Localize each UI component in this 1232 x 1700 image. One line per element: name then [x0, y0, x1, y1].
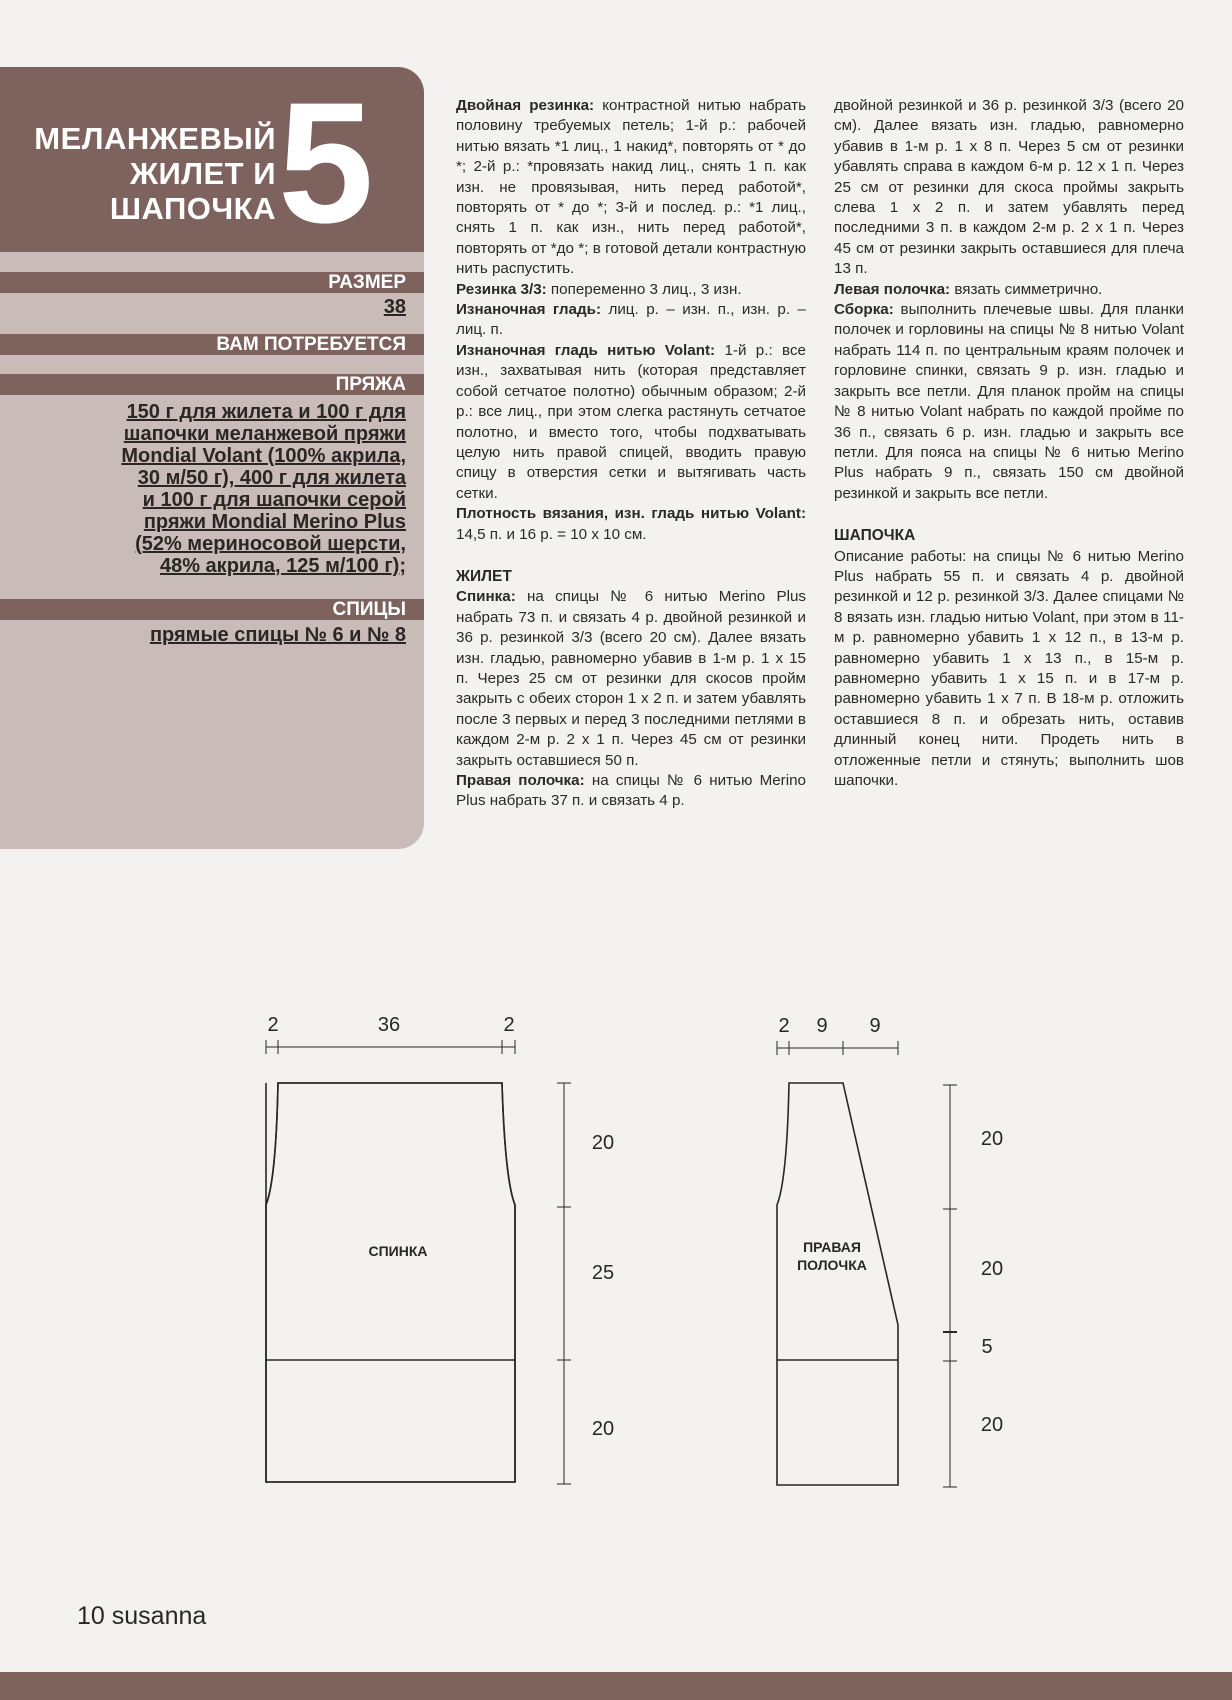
yarn-header: ПРЯЖА: [0, 374, 424, 395]
title-line: ЖИЛЕТ И: [129, 156, 276, 191]
back-piece-label: СПИНКА: [368, 1243, 428, 1259]
yarn-line: 150 г для жилета и 100 г для: [126, 401, 406, 423]
paragraph: [456, 300, 806, 341]
paragraph: Описание работы: на спицы № 6 нитью Merino Plus набрать 55 п. и связать 4 р. двойной резинкой и 12 р. резинкой 3/3. Далее спицами № 8 вязать изн. гладью нитью Volant, при этом в 11-м р. равномерно убавить 1 х 12 п., в 13-м р. равномерно убавить 1 х 13 п., в 15-м р. равномерно убавить 1 х 15 п. и в 17-м р. равномерно убавить 1 х 7 п. В 18-м р. отложить оставшиеся 8 п. и обрезать нить, оставив длинный конец нити. Продеть нить в отложенные петли и стянуть; выполнить шов шапочки.: [834, 547, 1184, 789]
sidebar-panel: [0, 67, 424, 849]
yarn-line: (52% мериносовой шерсти,: [135, 533, 406, 555]
back-piece-outline: [266, 1083, 515, 1482]
yarn-line: и 100 г для шапочки серой: [142, 489, 406, 511]
yarn-line: 48% акрила, 125 м/100 г);: [159, 555, 406, 577]
text: выполнить плечевые швы. Для планки полочек и горловины на спицы № 8 нитью Volant набрать 114 п. по центральным краям полочек и горловине спинки, связать 9 р. изн. гладью и закрыть все петли. Для планок пройм на спицы № 8 нитью Volant набрать по каждой пройме по 36 п., связать 6 р. изн. гладью и закрыть все петли. Для пояса на спицы № 6 нитью Merino Plus набрать 9 п., связать 150 см двойной резинкой и закрыть все петли.: [834, 301, 1184, 502]
instructions-column-2: [834, 96, 1184, 791]
front-top-dim: 9: [816, 1015, 828, 1037]
text: 14,5 п. и 16 р. = 10 х 10 см.: [456, 525, 647, 543]
front-piece-label-line2: ПОЛОЧКА: [797, 1257, 867, 1273]
page-footer: [77, 1602, 206, 1631]
term: Изнаночная гладь:: [456, 301, 601, 319]
term: Спинка:: [456, 588, 516, 606]
instructions-column-1: [456, 96, 806, 812]
magazine-name: susanna: [111, 1602, 207, 1630]
term: Левая полочка:: [834, 280, 951, 298]
term: Правая полочка:: [456, 772, 585, 789]
front-side-dim: 20: [980, 1414, 1004, 1436]
front-side-dim: 20: [980, 1128, 1004, 1150]
page-number: 10: [77, 1602, 105, 1630]
text: вязать симметрично.: [950, 280, 1103, 298]
front-piece-outline: [777, 1083, 898, 1485]
size-header: РАЗМЕР: [0, 272, 424, 293]
title-block: [0, 67, 424, 259]
yarn-description: [121, 401, 406, 577]
materials-header: ВАМ ПОТРЕБУЕТСЯ: [0, 334, 424, 355]
paragraph: [456, 504, 806, 545]
article-title: [34, 121, 276, 226]
back-side-dim: 25: [591, 1262, 615, 1284]
front-side-dim: 20: [980, 1258, 1004, 1280]
section-heading-hat: ШАПОЧКА: [834, 527, 916, 545]
text: лиц. р. – изн. п., изн. р. – лиц. п.: [456, 301, 806, 339]
term: Изнаночная гладь нитью Volant:: [456, 341, 716, 359]
needles-value: прямые спицы № 6 и № 8: [149, 624, 406, 646]
term: Плотность вязания, изн. гладь нитью Volant:: [456, 505, 806, 523]
paragraph: [456, 96, 806, 280]
paragraph: [834, 280, 1184, 300]
paragraph: [456, 341, 806, 504]
size-value: 38: [383, 296, 406, 318]
title-line: ШАПОЧКА: [109, 191, 276, 226]
yarn-line: пряжи Mondial Merino Plus: [143, 511, 406, 533]
front-top-dim: 2: [778, 1015, 790, 1037]
pattern-number: 5: [278, 67, 374, 259]
title-line: МЕЛАНЖЕВЫЙ: [34, 121, 276, 156]
term: Двойная резинка:: [456, 97, 595, 114]
paragraph: [834, 300, 1184, 504]
back-top-dim-center: 36: [377, 1014, 401, 1036]
back-side-dim: 20: [591, 1418, 615, 1440]
front-top-dim: 9: [869, 1015, 881, 1037]
section-heading-vest: ЖИЛЕТ: [456, 567, 512, 585]
yarn-line: шапочки меланжевой пряжи: [123, 423, 406, 445]
text: на спицы № 6 нитью Merino Plus набрать 73 п. и связать 4 р. двойной резинкой и 36 р. резинкой 3/3 (всего 20 см). Далее вязать изн. гладью, равномерно убавив в 1-м р. 1 х 15 п. Через 25 см от резинки для скосов пройм закрыть с обеих сторон 1 х 2 п. и затем убавлять после 3 первых и перед 3 последними петлями в каждом 2-м р. 2 х 1 п. Через 45 см от резинки закрыть оставшиеся 50 п.: [456, 588, 806, 769]
front-side-dim: 5: [981, 1336, 993, 1358]
paragraph: двойной резинкой и 36 р. резинкой 3/3 (всего 20 см). Далее вязать изн. гладью, равномерно убавив в 1-м р. 1 х 8 п. Через 5 см от резинки убавлять справа в каждом 6-м р. 12 х 1 п. Через 25 см от резинки для скоса проймы закрыть слева 1 х 2 п. и затем убавлять перед последними 3 п. в каждом 2-м р. 2 х 1 п. Через 45 см от резинки закрыть оставшиеся для плеча 13 п.: [834, 97, 1184, 278]
yarn-line: Mondial Volant (100% акрила,: [121, 445, 406, 467]
front-piece-label-line1: ПРАВАЯ: [803, 1239, 861, 1255]
bottom-bar: [0, 1672, 1232, 1700]
back-top-dim-left: 2: [267, 1014, 279, 1036]
text: на спицы № 6 нитью Merino Plus набрать 37 п. и связать 4 р.: [456, 772, 807, 810]
paragraph: [456, 771, 806, 812]
text: попеременно 3 лиц., 3 изн.: [546, 280, 742, 298]
yarn-line: 30 м/50 г), 400 г для жилета: [137, 467, 406, 489]
paragraph: [456, 280, 806, 300]
back-side-dim: 20: [591, 1132, 615, 1154]
paragraph: [456, 587, 806, 771]
text: контрастной нитью набрать половину требуемых петель; 1-й р.: рабочей нитью вязать *1 лиц., 1 накид*, повторять от * до *; 2-й р.: *провязать накид лиц., снять 1 п. как изн. не провязывая, нить перед работой*, повторять от * до *; 3-й и послед. р.: *1 лиц., снять 1 п. как изн., нить перед работой*, повторять от *до *; в готовой детали контрастную нить распустить.: [456, 97, 806, 278]
back-top-dim-right: 2: [503, 1014, 515, 1036]
term: Резинка 3/3:: [456, 280, 547, 298]
text: 1-й р.: все изн., захватывая нить (которая представляет собой сетчатое полотно) обычным образом; 2-й р.: все лиц., при этом слегка растянуть сетчатое полотно, и вместо того, чтобы подхватывать целую нить правой спицей, вводить правую спицу в отверстия сетки и вытягивать часть сетки.: [456, 341, 806, 502]
term: Сборка:: [834, 301, 894, 319]
needles-header: СПИЦЫ: [0, 599, 424, 620]
